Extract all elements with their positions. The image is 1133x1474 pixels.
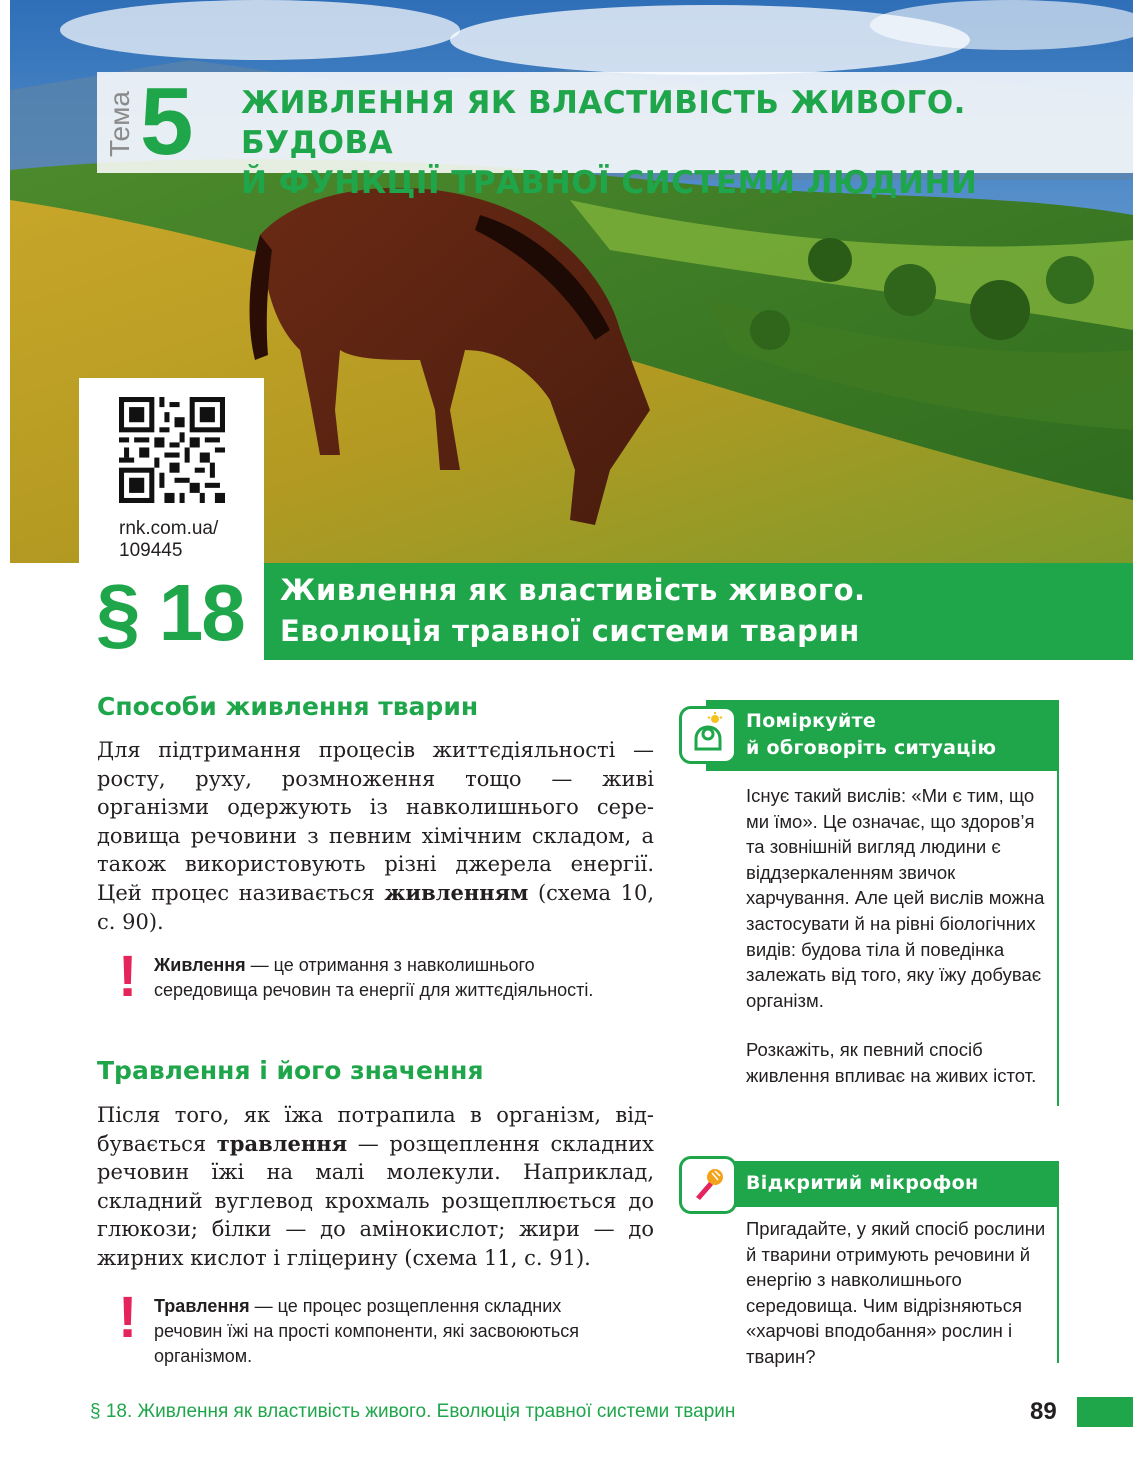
discussion-box-header bbox=[706, 700, 1059, 771]
qr-block bbox=[79, 378, 264, 568]
body-text-part: Після того, як їжа потрапила в організм, відбувається bbox=[97, 1103, 654, 1156]
section-body-digestion bbox=[97, 1101, 654, 1273]
definition-body: — це процес розщеплення складних речовин їжі на прості компоненти, які засвоюються організмом. bbox=[154, 1296, 580, 1366]
topic-title bbox=[241, 83, 1121, 203]
topic-title-line-1: ЖИВЛЕННЯ ЯК ВЛАСТИВІСТЬ ЖИВОГО. БУДОВА bbox=[241, 85, 966, 161]
exclamation-icon: ! bbox=[118, 1285, 138, 1350]
paragraph-title-line-2: Еволюція травної системи тварин bbox=[280, 614, 860, 648]
qr-code-icon[interactable] bbox=[119, 397, 225, 503]
exclamation-icon: ! bbox=[118, 944, 138, 1009]
paragraph-number: § 18 bbox=[96, 568, 244, 657]
microphone-glyph-icon bbox=[682, 1159, 734, 1211]
section-body-feeding-methods bbox=[97, 736, 654, 936]
topic-title-line-2: Й ФУНКЦІЇ ТРАВНОЇ СИСТЕМИ ЛЮДИНИ bbox=[241, 165, 978, 201]
key-term: травлення bbox=[216, 1130, 348, 1156]
section-heading-feeding-methods: Способи живлення тварин bbox=[97, 692, 479, 721]
discussion-glyph-icon bbox=[682, 709, 734, 761]
topic-number: 5 bbox=[140, 68, 194, 175]
paragraph-title-line-1: Живлення як властивість живого. bbox=[280, 573, 866, 607]
key-term: живленням bbox=[384, 879, 529, 905]
body-text-part: — розщеплення складних речовин їжі на малі молекули. Наприклад, складний вуглевод крохмаль розщеплюється до глюкози; білки — до амінокислот; жири — до жирних кислот і гліцерину (схема 11, с. 91). bbox=[97, 1131, 654, 1270]
body-text-part: Для підтримання процесів життєдіяльності — росту, руху, розмноження тощо — живі організми одержують із навколишнього середовища речовини з певним хімічним складом, а також використовують різні джерела енергії. Цей процес називається bbox=[97, 738, 654, 905]
discussion-box-title-line-2: й обговоріть ситуацію bbox=[746, 737, 997, 759]
microphone-box-rule bbox=[1057, 1207, 1059, 1363]
microphone-box-title: Відкритий мікрофон bbox=[746, 1172, 979, 1194]
page-number: 89 bbox=[1030, 1398, 1057, 1425]
definition-term: Живлення bbox=[154, 955, 246, 975]
qr-link-line-1[interactable]: rnk.com.ua/ bbox=[119, 518, 219, 539]
microphone-box-text: Пригадайте, у який спосіб рослини й тварини отримують речовини й енергію з навколишнього середовища. Чим відрізняються «харчові вподобання» рослин і тварин? bbox=[746, 1218, 1046, 1367]
discussion-box-title-line-1: Поміркуйте bbox=[746, 710, 877, 732]
discussion-box-question: Розкажіть, як певний спосіб живлення впливає на живих істот. bbox=[746, 1039, 1037, 1086]
definition-term: Травлення bbox=[154, 1296, 250, 1316]
section-heading-digestion: Травлення і його значення bbox=[97, 1056, 484, 1085]
microphone-icon bbox=[679, 1156, 737, 1214]
discussion-icon bbox=[679, 706, 737, 764]
page-tab bbox=[1077, 1397, 1133, 1427]
qr-link-line-2[interactable]: 109445 bbox=[119, 540, 183, 561]
microphone-box-header bbox=[706, 1161, 1059, 1207]
definition-body: — це отримання з навколишнього середовища речовин та енергії для життєдіяльності. bbox=[154, 955, 594, 1000]
footer-running-title: § 18. Живлення як властивість живого. Еволюція травної системи тварин bbox=[90, 1401, 736, 1422]
definition-text bbox=[154, 1294, 624, 1369]
body-text-part: (схема 10, с. 90). bbox=[97, 880, 654, 934]
topic-label: Тема bbox=[104, 91, 135, 157]
paragraph-title bbox=[280, 570, 1120, 652]
qr-link-text[interactable] bbox=[119, 518, 218, 562]
discussion-box-text: Існує такий вислів: «Ми є тим, що ми їмо». Це означає, що здоров’я та зовнішній вигляд людини є віддзеркаленням звичок харчування. Але цей вислів можна застосувати й на рівні біологічних видів: будова тіла й поведінка залежать від того, яку їжу добуває організм. bbox=[746, 785, 1045, 1011]
discussion-box-rule bbox=[1057, 771, 1059, 1106]
definition-text bbox=[154, 953, 624, 1003]
